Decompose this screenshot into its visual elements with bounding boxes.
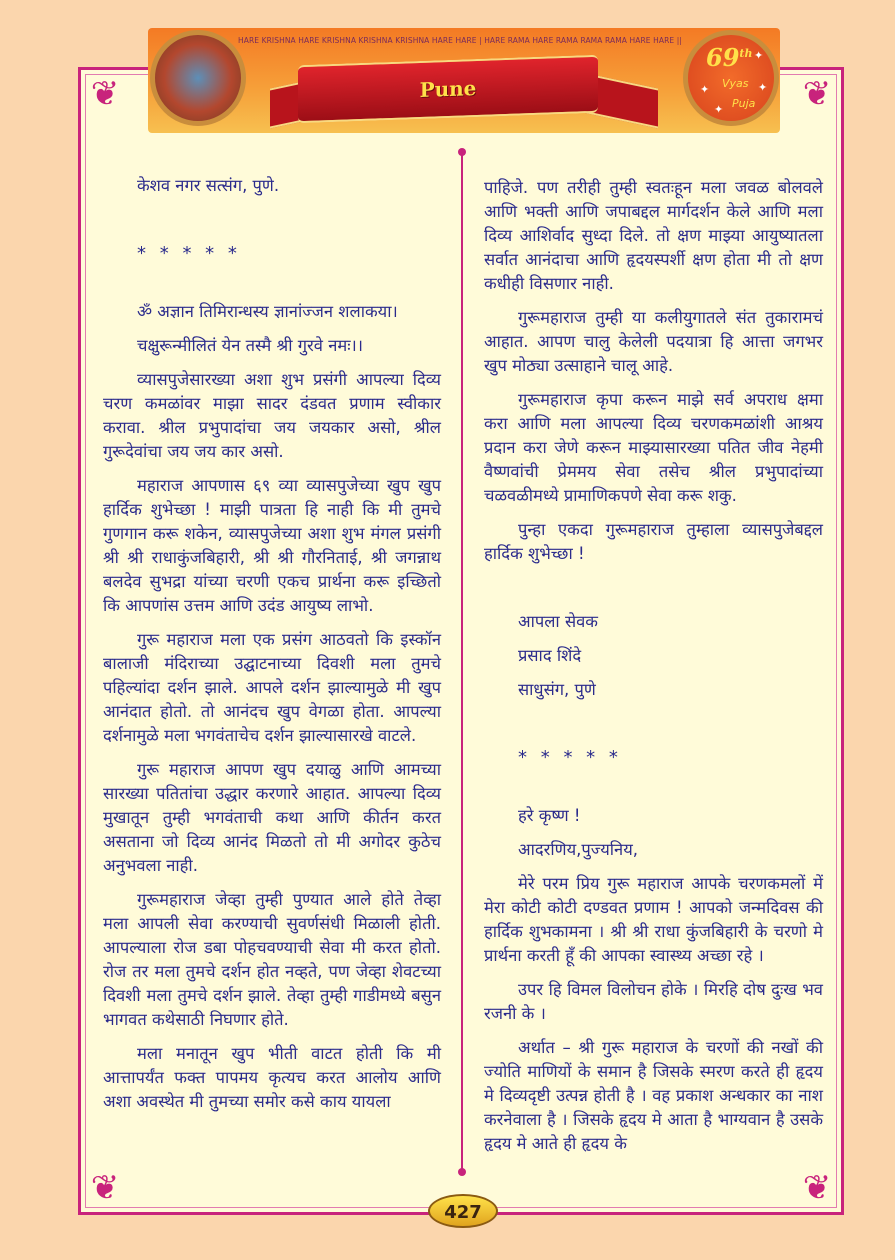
paragraph: पुन्हा एकदा गुरूमहाराज तुम्हाला व्यासपुजेबद्दल हार्दिक शुभेच्छा ! — [484, 520, 823, 563]
spacer — [484, 576, 823, 610]
ornament-icon: ❦ — [802, 1168, 832, 1208]
deity-image — [150, 30, 246, 126]
sparkle-icon: ✦ — [714, 103, 724, 116]
badge-number: 69 — [706, 43, 740, 72]
spacer — [484, 712, 823, 746]
left-column — [103, 174, 441, 1124]
spacer — [484, 770, 823, 804]
text-line: हरे कृष्ण ! — [518, 806, 581, 825]
right-column — [484, 176, 823, 1166]
text-line: चक्षुरून्मीलितं येन तस्मै श्री गुरवे नमः।। — [137, 336, 364, 355]
badge-suffix: th — [739, 47, 753, 60]
page-number: 427 — [428, 1194, 498, 1228]
sparkle-icon: ✦ — [758, 81, 768, 94]
paragraph: गुरूमहाराज तुम्ही या कलीयुगातले संत तुकारामचं आहात. आपण चालु केलेली पदयात्रा हि आत्ता जगभर खुप मोठ्या उत्साहाने चालू आहे. — [484, 308, 823, 375]
text-line: प्रसाद शिंदे — [518, 646, 582, 665]
sparkle-icon: ✦ — [700, 83, 710, 96]
paragraph: गुरू महाराज आपण खुप दयाळु आणि आमच्या सारख्या पतितांचा उद्धार करणारे आहात. आपल्या दिव्य मुखातून तुम्ही भगवंताची कथा आणि कीर्तन करत असताना जो दिव्य आनंद मिळतो तो मी अगोदर कुठेच अनुभवला नाही. — [103, 760, 441, 875]
ornament-icon: ❦ — [802, 74, 832, 114]
paragraph: गुरू महाराज मला एक प्रसंग आठवतो कि इस्कॉन बालाजी मंदिराच्या उद्घाटनाच्या दिवशी मला तुमचे पहिल्यांदा दर्शन झाले. आपले दर्शन झाल्यामुळे मी खुप आनंदात होतो. तो आनंदच खुप वेगळा होता. आपल्या दर्शनामुळे मला भगवंताचेच दर्शन झाल्यासारखे वाटले. — [103, 630, 441, 745]
text-line: ॐ अज्ञान तिमिरान्धस्य ज्ञानांज्जन शलाकया। — [137, 302, 398, 321]
paragraph: पाहिजे. पण तरीही तुम्ही स्वतःहून मला जवळ बोलवले आणि भक्ती आणि जपाबद्दल मार्गदर्शन केले आणि मला दिव्य आशिर्वाद सुध्दा दिले. तो क्षण माझ्या आयुष्यातला सर्वात आनंदाचा आणि हृदयस्पर्शी क्षण होता मी तो क्षण कधीही विसणार नाही. — [484, 178, 823, 293]
paragraph: गुरूमहाराज कृपा करून माझे सर्व अपराध क्षमा करा आणि मला आपल्या दिव्य चरणकमळांशी आश्रय प्रदान करा जेणे करून माझ्यासारख्या पतित जीव नेहमी वैष्णवांची प्रेममय सेवा तसेच श्रील प्रभुपादांच्या चळवळीमध्ये प्रामाणिकपणे सेवा करू शकु. — [484, 390, 823, 505]
column-divider — [461, 152, 463, 1172]
sparkle-icon: ✦ — [754, 49, 764, 62]
paragraph: व्यासपुजेसारख्या अशा शुभ प्रसंगी आपल्या दिव्य चरण कमळांवर माझा सादर दंडवत प्रणाम स्वीकार करावा. श्रील प्रभुपादांचा जय जयकार असो, श्रील गुरूदेवांचा जय जय कार असो. — [103, 370, 441, 461]
paragraph: मेरे परम प्रिय गुरू महाराज आपके चरणकमलों में मेरा कोटी कोटी दण्डवत प्रणाम ! आपको जन्मदिवस की हार्दिक शुभकामना । श्री श्री राधा कुंजबिहारी के चरणो मे प्रार्थना करती हूँ की आपका स्वास्थ्य अच्छा रहे । — [484, 874, 823, 965]
badge-line1: Vyas — [722, 77, 749, 90]
title-ribbon — [298, 55, 598, 123]
page-title: Pune — [419, 76, 477, 102]
spacer — [103, 208, 441, 242]
section-separator: * * * * * — [137, 243, 241, 264]
paragraph: उपर हि विमल विलोचन होके । मिरहि दोष दुःख भव रजनी के । — [484, 980, 823, 1023]
mantra-text: HARE KRISHNA HARE KRISHNA KRISHNA KRISHNA HARE HARE | HARE RAMA HARE RAMA RAMA RAMA HARE HARE || — [238, 36, 682, 45]
section-separator: * * * * * — [518, 747, 622, 768]
text-line: आदरणिय,पुज्यनिय, — [518, 840, 639, 859]
paragraph: अर्थात – श्री गुरू महाराज के चरणों की नखों की ज्योति माणियों के समान है जिसके स्मरण करते ही हृदय मे दिव्यदृष्टी उत्पन्न होती है । वह प्रकाश अन्धकार का नाश करनेवाला है । जिसके हृदय मे आता है भाग्यवान है उसके हृदय मे आते ही हृदय के — [484, 1038, 823, 1153]
paragraph: मला मनातून खुप भीती वाटत होती कि मी आत्तापर्यंत फक्त पापमय कृत्यच करत आलोय आणि अशा अवस्थेत मी तुमच्या समोर कसे काय यायला — [103, 1044, 441, 1111]
paragraph: गुरूमहाराज जेव्हा तुम्ही पुण्यात आले होते तेव्हा मला आपली सेवा करण्याची सुवर्णसंधी मिळाली होती. आपल्याला रोज डबा पोहचवण्याची सेवा मी करत होतो. रोज तर मला तुमचे दर्शन होत नव्हते, पण जेव्हा शेवटच्या दिवशी मला तुमचे दर्शन झाले. तेव्हा तुम्ही गाडीमध्ये बसुन भागवत कथेसाठी निघणार होते. — [103, 890, 441, 1029]
ornament-icon: ❦ — [90, 74, 120, 114]
paragraph: महाराज आपणास ६९ व्या व्यासपुजेच्या खुप खुप हार्दिक शुभेच्छा ! माझी पात्रता हि नाही कि मी तुमचे गुणगान करू शकेन, व्यासपुजेच्या अशा शुभ मंगल प्रसंगी श्री श्री राधाकुंजबिहारी, श्री श्री गौरनिताई, श्री जगन्नाथ बलदेव सुभद्रा यांच्या चरणी एकच प्रार्थना करू इच्छितो कि आपणांस उत्तम आणि उदंड आयुष्य लाभो. — [103, 476, 441, 615]
ornament-icon: ❦ — [90, 1168, 120, 1208]
text-line: आपला सेवक — [518, 612, 598, 631]
spacer — [103, 266, 441, 300]
text-line: साधुसंग, पुणे — [518, 680, 596, 699]
vyas-puja-badge — [683, 30, 779, 126]
text-line: केशव नगर सत्संग, पुणे. — [137, 176, 280, 195]
badge-line2: Puja — [732, 97, 756, 110]
